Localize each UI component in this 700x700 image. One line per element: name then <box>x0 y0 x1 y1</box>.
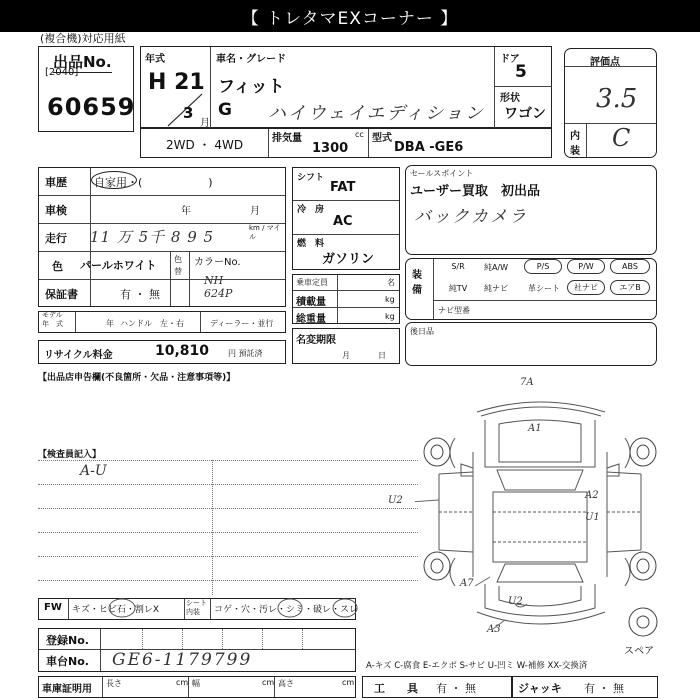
fw-label: FW <box>44 602 62 613</box>
spare-label: スペア <box>624 646 654 657</box>
recycle-value: 10,810 <box>155 343 210 359</box>
load-unit: kg <box>385 295 395 304</box>
chassis-label: 車台No. <box>46 655 89 668</box>
equip-genuine-navi: 純ナビ <box>484 284 508 293</box>
tools-value: 有 ・ 無 <box>436 682 476 695</box>
year-month-unit: 月 <box>200 118 210 129</box>
damage-mark-right-door-front: A2 <box>585 490 599 501</box>
model-year-label-2: 年 式 <box>42 320 63 328</box>
model-year-label-1: モデル <box>42 311 63 319</box>
car-damage-diagram <box>415 372 665 672</box>
color-no-value: NH 624P <box>204 274 233 300</box>
repaint-label-2: 替 <box>174 267 182 276</box>
name-change-unit: 月日 <box>342 351 414 360</box>
capacity-unit: 名 <box>387 278 395 287</box>
registration-label: 登録No. <box>46 634 89 647</box>
seat-items: コゲ・穴・汚レ・シミ・破レ・スレ <box>214 605 359 615</box>
lot-label: 出品No. <box>53 53 112 71</box>
color-label: 色 <box>52 260 63 273</box>
recycle-unit: 円 預託済 <box>228 349 263 358</box>
sales-point-line-1: ユーザー買取 初出品 <box>410 184 541 199</box>
displacement-label: 排気量 <box>272 133 302 144</box>
history-value: 自家用・( ) <box>94 176 213 189</box>
length-unit: cm <box>176 678 189 687</box>
seat-label-2: 内装 <box>186 608 200 616</box>
equipment-label: 装備 <box>412 270 422 296</box>
model-value: DBA -GE6 <box>394 140 464 155</box>
history-circle <box>91 171 137 189</box>
inspection-month: 月 <box>250 206 260 217</box>
interior-value: C <box>612 124 631 152</box>
height-label: 高さ <box>278 679 294 688</box>
model-year-unit: 年 <box>106 319 114 328</box>
equip-abs: ABS <box>610 259 650 274</box>
width-label: 幅 <box>192 679 200 688</box>
displacement-unit: cc <box>355 130 364 139</box>
capacity-label: 乗車定員 <box>296 278 328 287</box>
length-label: 長さ <box>106 679 122 688</box>
post-items-label: 後日品 <box>410 327 434 336</box>
equip-alloy-wheel: 純A/W <box>483 263 509 272</box>
inspection-year: 年 <box>181 206 191 217</box>
top-note: (複合機)対応用紙 <box>40 32 126 45</box>
equip-power-steering: P/S <box>524 259 562 274</box>
damage-mark-rear-bumper: U2 <box>508 596 523 607</box>
body-type-label: 形状 <box>500 93 520 104</box>
grade-handwritten: ハイウェイエディション <box>268 103 485 124</box>
damage-mark-right-door-rear: U1 <box>585 512 600 523</box>
equip-sunroof: S/R <box>451 262 465 271</box>
aircon-label: 冷 房 <box>297 205 325 215</box>
fw-handwritten-circles <box>90 596 360 622</box>
equip-third-party-navi: 社ナビ <box>567 280 605 295</box>
navi-model-label: ナビ型番 <box>438 306 470 315</box>
lot-code: [2040] <box>45 67 79 78</box>
post-items-box <box>405 322 657 366</box>
car-label: 車名・グレード <box>216 54 286 65</box>
equip-genuine-tv: 純TV <box>448 284 468 293</box>
damage-mark-left-side: U2 <box>388 495 403 506</box>
year-value: H 21 <box>148 70 205 95</box>
interior-label-1: 内 <box>570 131 580 142</box>
jack-value: 有 ・ 無 <box>584 682 624 695</box>
fuel-value: ガソリン <box>322 252 375 267</box>
weight-label: 総重量 <box>296 314 326 325</box>
inspector-note: A-U <box>80 463 107 479</box>
handle-options: ハンドル 左・右 <box>120 319 184 328</box>
car-name: フィット <box>218 77 285 97</box>
mileage-label: 走行 <box>45 232 67 245</box>
year-label: 年式 <box>145 54 165 65</box>
damage-mark-hood: A1 <box>528 423 542 434</box>
warranty-value: 有 ・ 無 <box>120 288 160 301</box>
warranty-label: 保証書 <box>45 288 78 301</box>
inspector-label: 【検査員記入】 <box>38 450 102 460</box>
doors-value: 5 <box>515 62 527 82</box>
width-unit: cm <box>262 678 275 687</box>
damage-mark-left-rear: A7 <box>460 578 474 589</box>
equip-leather-seat: 革シート <box>528 284 560 293</box>
body-type-value: ワゴン <box>504 106 546 122</box>
weight-unit: kg <box>385 312 395 321</box>
fuel-label: 燃 料 <box>297 239 325 249</box>
dealer-options: ディーラー・並行 <box>210 319 274 328</box>
recycle-label: リサイクル料金 <box>44 350 113 361</box>
color-value: パールホワイト <box>80 259 157 272</box>
model-label: 型式 <box>372 133 392 144</box>
jack-label: ジャッキ <box>518 682 562 695</box>
mileage-value: 11 万 5千 8 9 5 <box>90 228 215 246</box>
fw-items: キズ・ヒビ石・割レX <box>72 605 159 615</box>
score-label: 評価点 <box>590 57 620 68</box>
year-month: 3 <box>183 104 194 122</box>
page-header: 【 トレタマEXコーナー 】 <box>0 0 700 32</box>
sales-point-line-2: バックカメラ <box>414 207 528 227</box>
equip-power-window: P/W <box>567 259 605 274</box>
history-label: 車歴 <box>45 176 67 189</box>
tools-label: 工 具 <box>374 682 418 695</box>
damage-mark-rear-under: A3 <box>487 624 501 635</box>
color-no-label: カラーNo. <box>194 257 241 268</box>
doors-label: ドア <box>500 54 520 65</box>
aircon-value: AC <box>333 214 353 229</box>
damage-mark-front-bumper: 7A <box>520 377 534 388</box>
repaint-label-1: 色 <box>174 255 182 264</box>
height-unit: cm <box>342 678 355 687</box>
load-label: 積載量 <box>296 297 326 308</box>
sales-point-label: セールスポイント <box>410 169 474 178</box>
interior-label-2: 装 <box>570 146 580 157</box>
shift-label: シフト <box>297 173 325 183</box>
grade-letter: G <box>218 100 232 120</box>
mileage-unit: km / マイル <box>249 224 281 241</box>
displacement-value: 1300 <box>312 141 349 156</box>
lot-number: 60659 <box>47 93 136 121</box>
lot-box <box>38 46 134 132</box>
damage-legend: A-キズ C-腐食 E-エクボ S-サビ U-凹ミ W-補修 XX-交換済 <box>366 661 588 671</box>
shift-value: FAT <box>330 180 356 195</box>
seat-label-1: シート <box>186 599 207 607</box>
inspection-label: 車検 <box>45 204 67 217</box>
name-change-label: 名変期限 <box>296 335 336 346</box>
drive-value: 2WD ・ 4WD <box>166 138 244 152</box>
garage-cert-label: 車庫証明用 <box>42 684 92 695</box>
declaration-label: 【出品店申告欄(不良箇所・欠品・注意事項等)】 <box>38 373 236 383</box>
equip-airbag: エアB <box>610 280 650 295</box>
chassis-value: GE6-1179799 <box>112 650 253 670</box>
score-value: 3.5 <box>596 84 638 114</box>
